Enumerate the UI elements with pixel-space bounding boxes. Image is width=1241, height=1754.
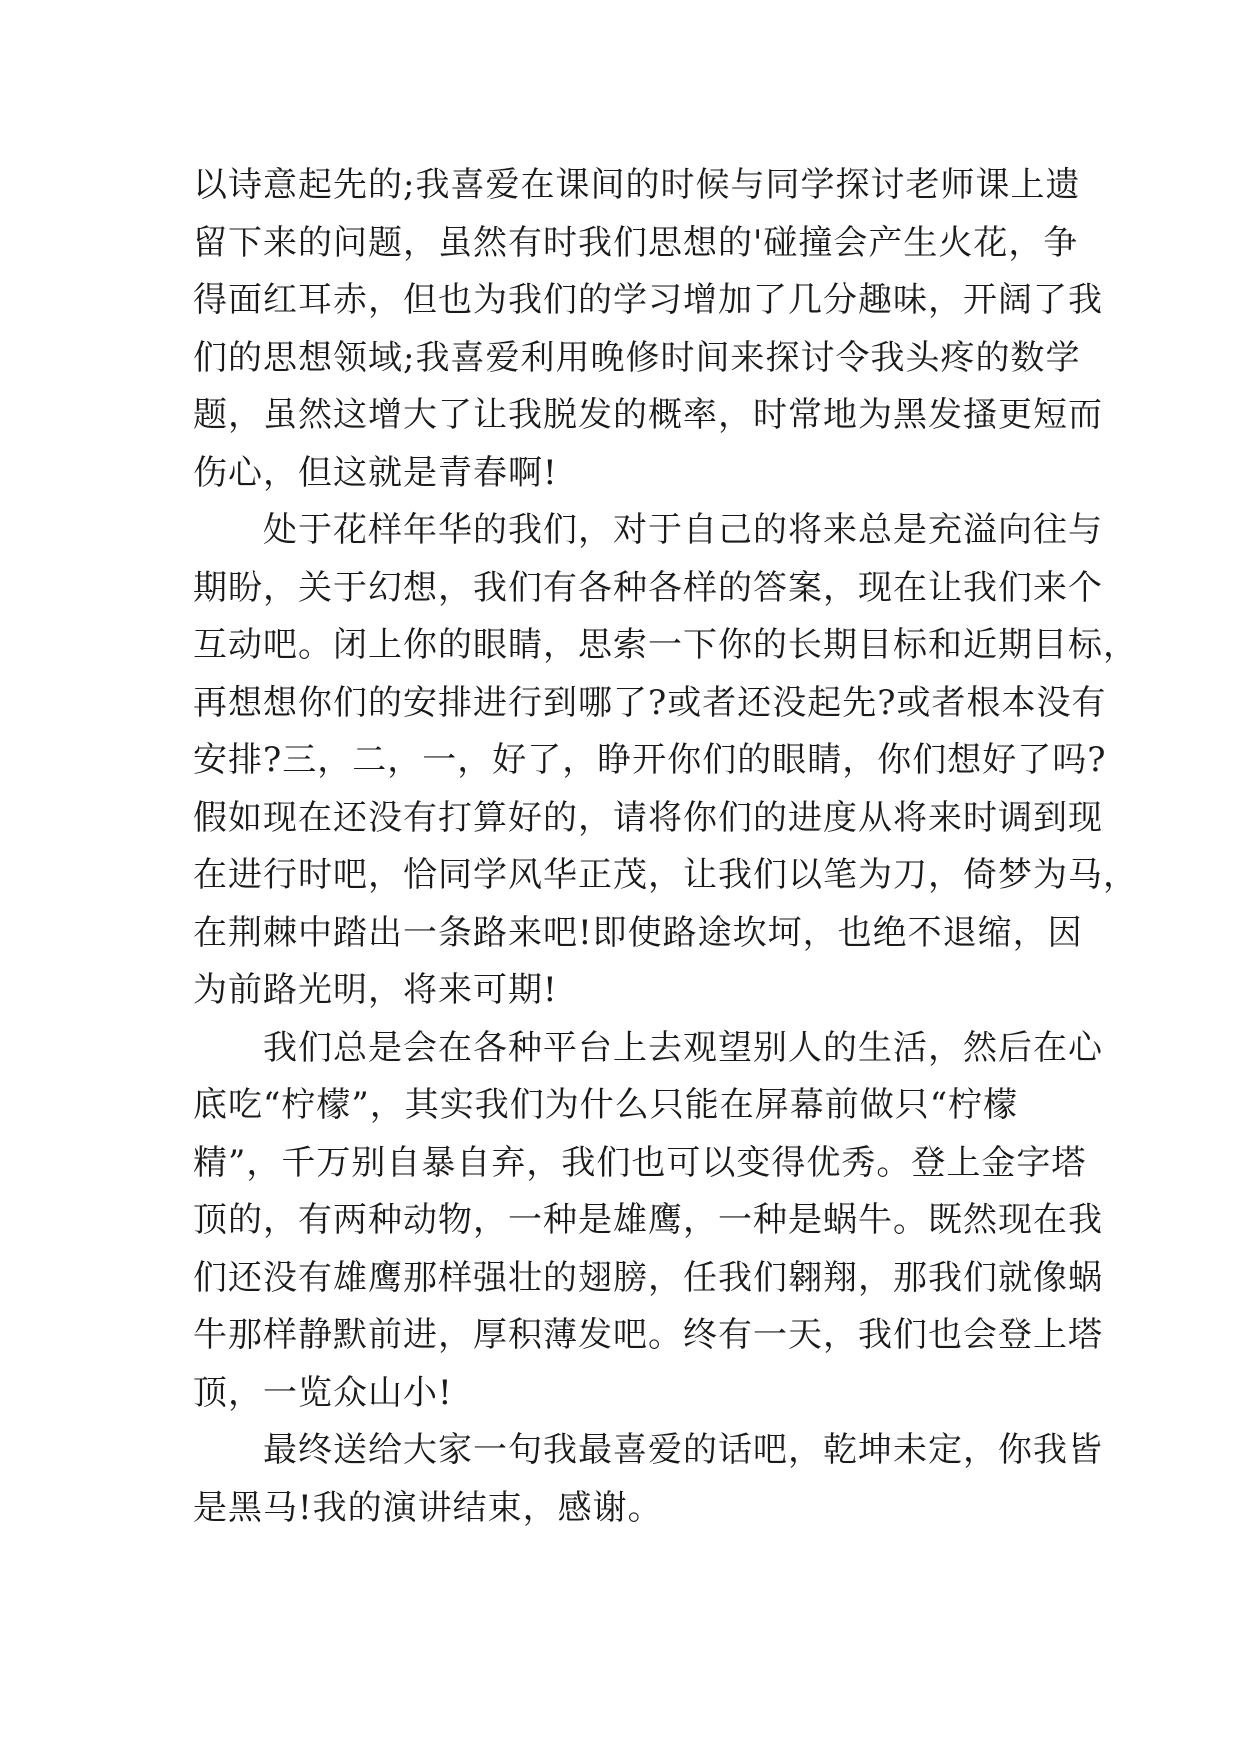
text-line: 顶的，有两种动物，一种是雄鹰，一种是蜗牛。既然现在我 — [193, 1200, 1103, 1240]
text-line: 互动吧。闭上你的眼睛，思索一下你的长期目标和近期目标， — [193, 625, 1138, 665]
text-line: 处于花样年华的我们，对于自己的将来总是充溢向往与 — [193, 510, 1103, 550]
text-line: 安排?三，二，一，好了，睁开你们的眼睛，你们想好了吗? — [193, 740, 1107, 780]
text-line: 留下来的问题，虽然有时我们思想的'碰撞会产生火花，争 — [193, 222, 1079, 263]
text-line: 期盼，关于幻想，我们有各种各样的答案，现在让我们来个 — [193, 567, 1103, 608]
text-line: 在荆棘中踏出一条路来吧!即使路途坎坷，也绝不退缩，因 — [193, 912, 1083, 953]
text-line: 再想想你们的安排进行到哪了?或者还没起先?或者根本没有 — [193, 682, 1107, 723]
text-line: 精”，千万别自暴自弃，我们也可以变得优秀。登上金字塔 — [193, 1142, 1087, 1183]
text-line: 是黑马!我的演讲结束，感谢。 — [193, 1487, 663, 1528]
text-line: 底吃“柠檬”，其实我们为什么只能在屏幕前做只“柠檬 — [193, 1085, 1019, 1125]
text-line: 假如现在还没有打算好的，请将你们的进度从将来时调到现 — [193, 797, 1103, 838]
text-line: 以诗意起先的;我喜爱在课间的时候与同学探讨老师课上遗 — [193, 165, 1081, 205]
text-line: 顶，一览众山小! — [193, 1372, 453, 1413]
text-line: 伤心，但这就是青春啊! — [193, 452, 558, 493]
text-line: 得面红耳赤，但也为我们的学习增加了几分趣味，开阔了我 — [193, 280, 1103, 320]
text-line: 在进行时吧，恰同学风华正茂，让我们以笔为刀，倚梦为马， — [193, 855, 1138, 895]
text-line: 们还没有雄鹰那样强壮的翅膀，任我们翱翔，那我们就像蜗 — [193, 1257, 1103, 1298]
text-line: 为前路光明，将来可期! — [193, 970, 558, 1010]
text-line: 最终送给大家一句我最喜爱的话吧，乾坤未定，你我皆 — [193, 1430, 1103, 1470]
text-line: 题，虽然这增大了让我脱发的概率，时常地为黑发搔更短而 — [193, 395, 1103, 435]
speech-text — [193, 157, 1138, 1537]
text-line: 牛那样静默前进，厚积薄发吧。终有一天，我们也会登上塔 — [193, 1315, 1103, 1355]
text-line: 我们总是会在各种平台上去观望别人的生活，然后在心 — [193, 1027, 1103, 1068]
text-line: 们的思想领域;我喜爱利用晚修时间来探讨令我头疼的数学 — [193, 337, 1081, 378]
